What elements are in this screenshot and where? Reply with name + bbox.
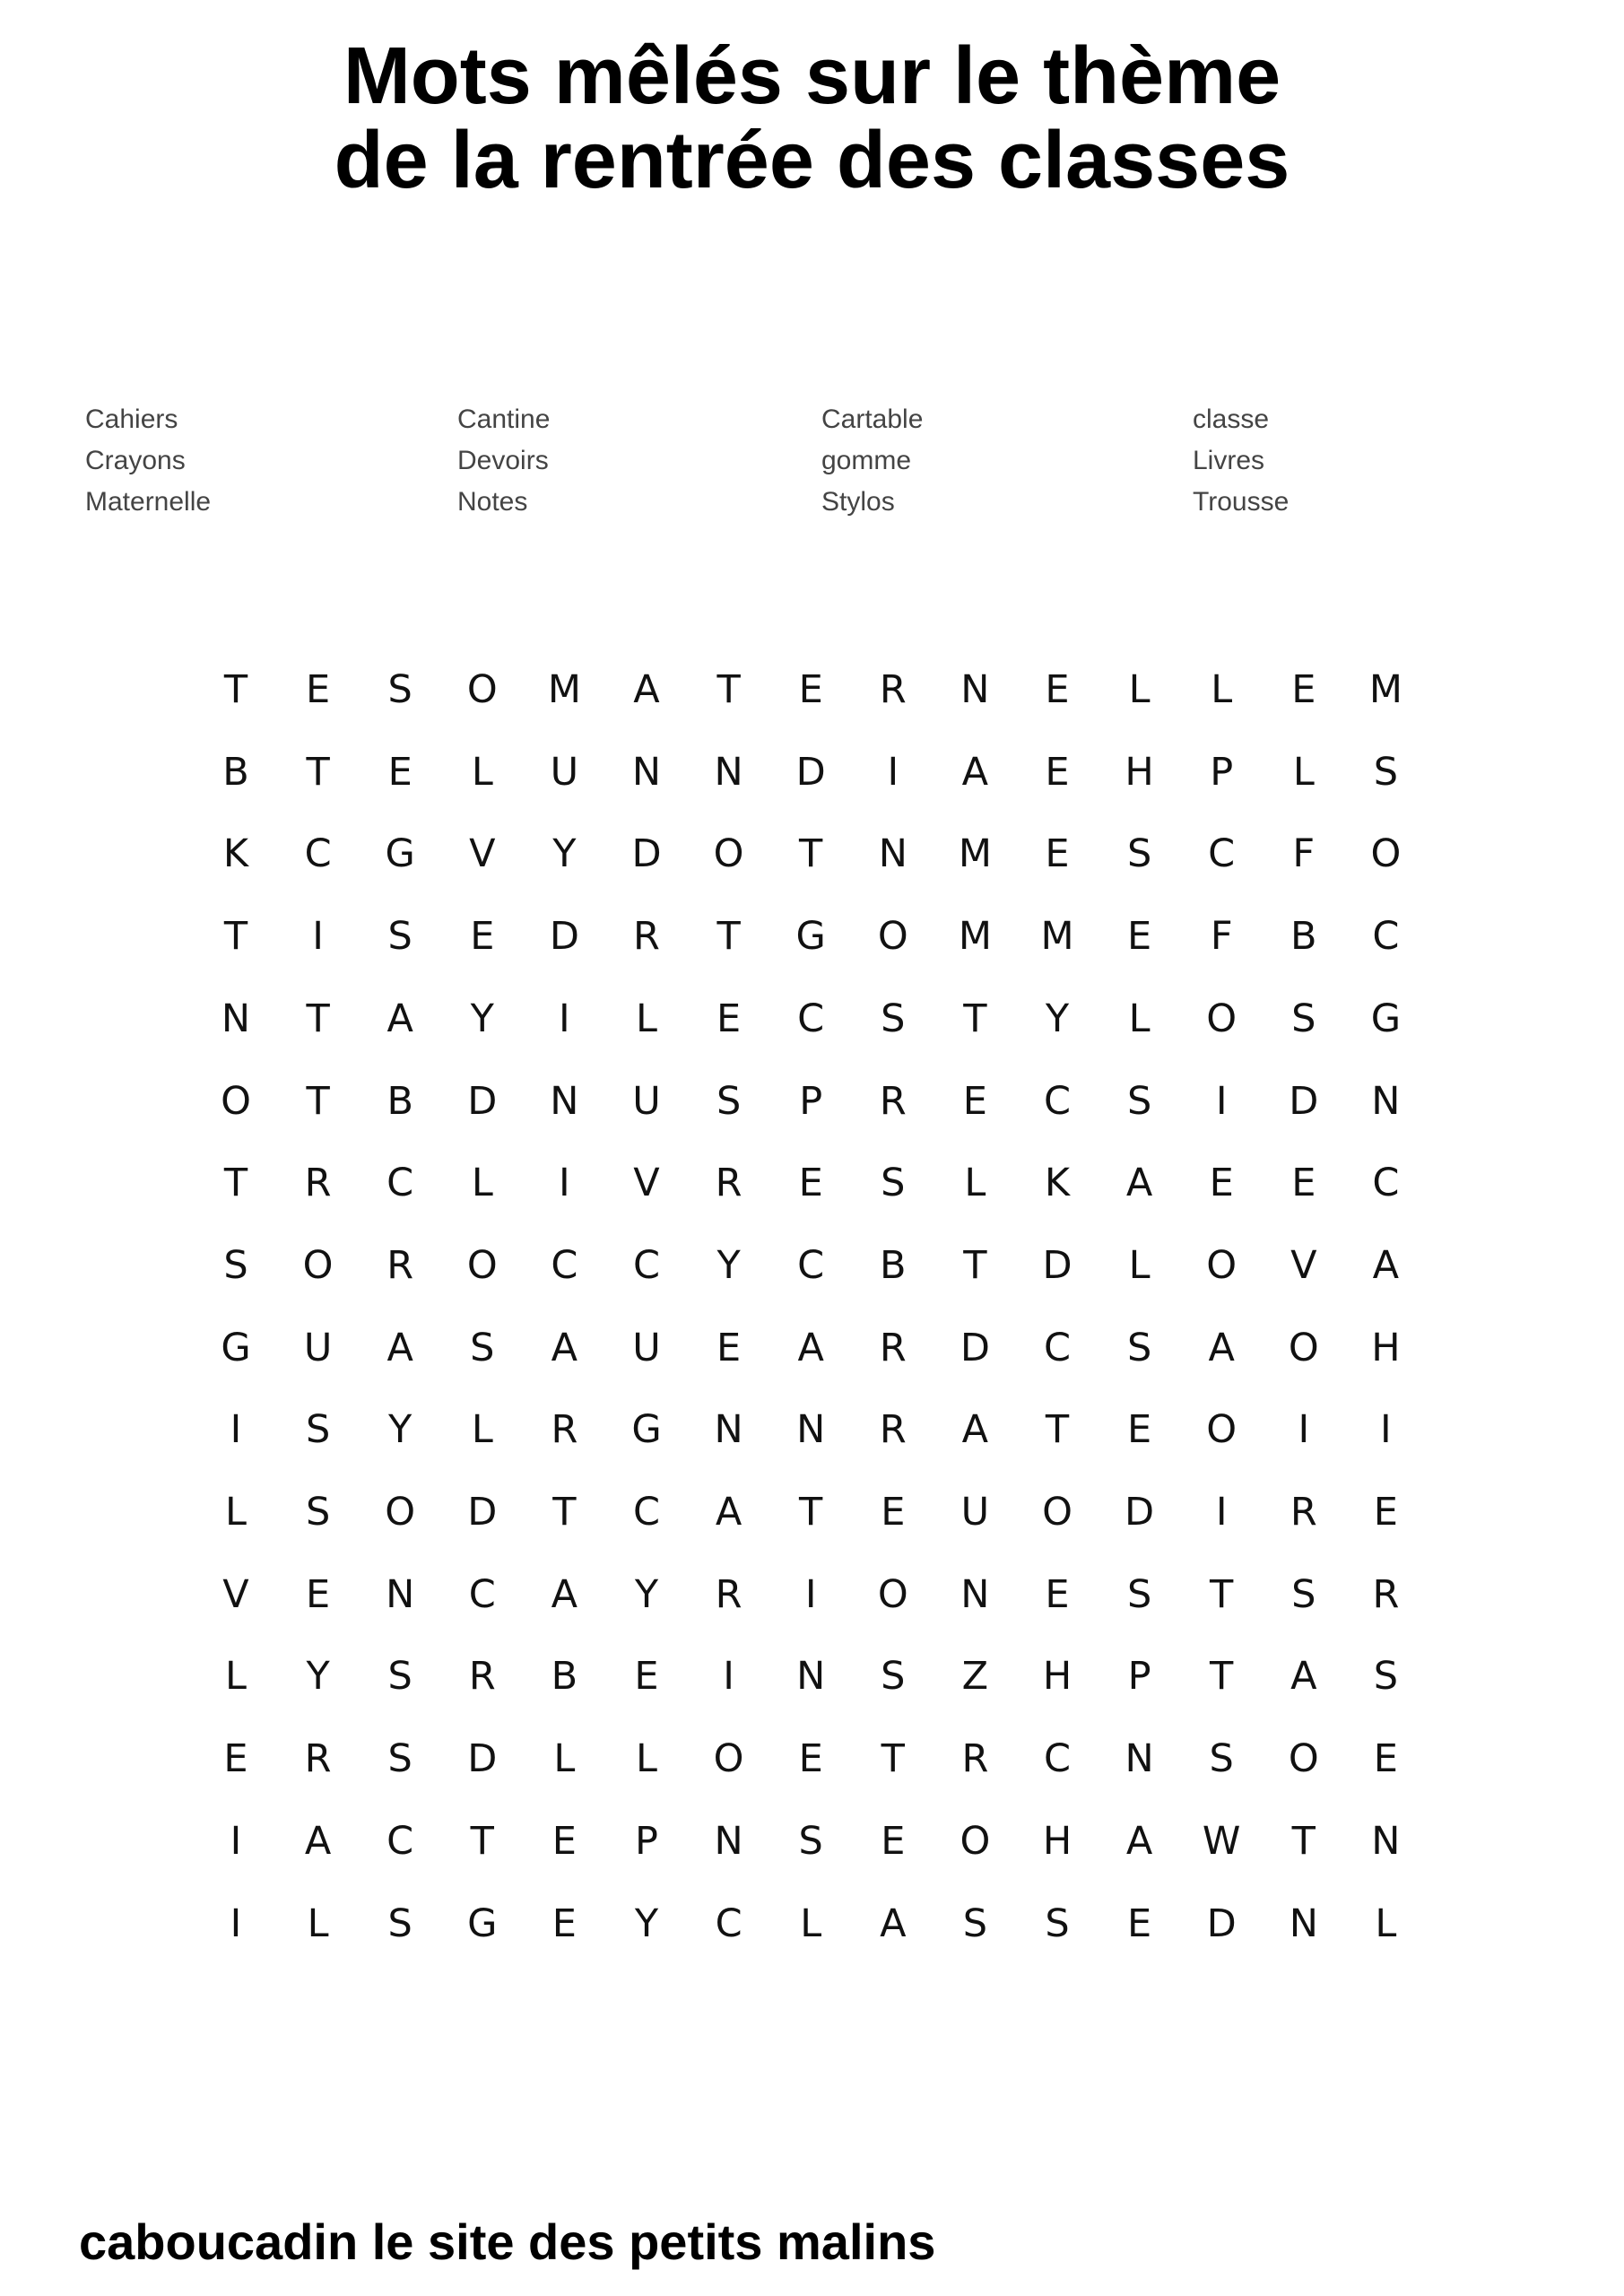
grid-letter[interactable]: E — [1127, 1407, 1152, 1453]
grid-letter[interactable]: S — [881, 1161, 906, 1206]
grid-letter[interactable]: T — [799, 1490, 823, 1535]
grid-row — [198, 648, 1436, 731]
grid-letter[interactable]: E — [634, 1654, 659, 1700]
grid-letter[interactable]: A — [551, 1571, 578, 1617]
grid-letter[interactable]: Z — [961, 1654, 989, 1700]
grid-letter[interactable]: D — [795, 749, 826, 795]
grid-letter[interactable]: U — [632, 1078, 661, 1124]
grid-letter[interactable]: S — [962, 1900, 988, 1946]
grid-letter[interactable]: F — [1210, 914, 1233, 960]
grid-letter[interactable]: E — [716, 1325, 742, 1370]
grid-row — [198, 813, 1436, 895]
grid-letter[interactable]: E — [551, 1818, 577, 1864]
grid-row — [198, 1718, 1436, 1800]
grid-letter[interactable]: L — [307, 1900, 329, 1946]
grid-letter[interactable]: D — [1042, 1242, 1073, 1288]
grid-letter[interactable]: S — [1126, 1571, 1152, 1617]
grid-letter[interactable]: E — [470, 914, 495, 960]
grid-letter[interactable]: O — [1206, 1242, 1238, 1288]
grid-letter[interactable]: E — [1127, 1900, 1152, 1946]
grid-letter[interactable]: T — [552, 1490, 577, 1535]
grid-letter[interactable]: S — [387, 667, 413, 712]
grid-letter[interactable]: E — [962, 1078, 987, 1124]
grid-letter[interactable]: T — [881, 1736, 905, 1782]
grid-row — [198, 1883, 1436, 1965]
grid-letter[interactable]: A — [386, 996, 413, 1041]
grid-letter[interactable]: E — [551, 1900, 577, 1946]
grid-letter[interactable]: C — [1043, 1325, 1072, 1370]
grid-letter[interactable]: D — [1289, 1078, 1319, 1124]
grid-letter[interactable]: S — [470, 1325, 495, 1370]
grid-letter[interactable]: N — [221, 996, 251, 1041]
grid-letter[interactable]: O — [1206, 996, 1238, 1041]
grid-letter[interactable]: R — [1290, 1490, 1317, 1535]
grid-letter[interactable]: A — [1125, 1818, 1153, 1864]
grid-letter[interactable]: T — [716, 914, 741, 960]
grid-letter[interactable]: S — [881, 996, 906, 1041]
grid-letter[interactable]: C — [1043, 1736, 1072, 1782]
grid-letter[interactable]: U — [632, 1325, 661, 1370]
grid-letter[interactable]: A — [1290, 1654, 1317, 1700]
grid-letter[interactable]: B — [222, 749, 249, 795]
grid-letter[interactable]: G — [795, 914, 826, 960]
grid-letter[interactable]: D — [1125, 1490, 1155, 1535]
grid-letter[interactable]: L — [1211, 667, 1233, 712]
grid-letter[interactable]: U — [960, 1490, 990, 1535]
grid-letter[interactable]: C — [1372, 914, 1400, 960]
grid-letter[interactable]: K — [222, 831, 249, 877]
grid-letter[interactable]: R — [633, 914, 660, 960]
grid-letter[interactable]: S — [1126, 1325, 1152, 1370]
grid-letter[interactable]: H — [1371, 1325, 1401, 1370]
grid-letter[interactable]: P — [1127, 1654, 1151, 1700]
grid-letter[interactable]: T — [306, 749, 330, 795]
grid-letter[interactable]: O — [713, 1736, 744, 1782]
grid-letter[interactable]: N — [1289, 1900, 1318, 1946]
grid-letter[interactable]: R — [386, 1242, 414, 1288]
grid-letter[interactable]: R — [715, 1571, 743, 1617]
grid-letter[interactable]: C — [1043, 1078, 1072, 1124]
grid-row — [198, 895, 1436, 978]
grid-letter[interactable]: N — [1371, 1078, 1401, 1124]
grid-letter[interactable]: O — [302, 1242, 334, 1288]
grid-letter[interactable]: S — [387, 1736, 413, 1782]
grid-letter[interactable]: O — [1206, 1407, 1238, 1453]
grid-letter[interactable]: L — [1292, 749, 1315, 795]
grid-letter[interactable]: C — [386, 1818, 414, 1864]
grid-letter[interactable]: N — [714, 1818, 743, 1864]
grid-letter[interactable]: S — [716, 1078, 742, 1124]
grid-letter[interactable]: M — [1040, 914, 1074, 960]
grid-letter[interactable]: C — [304, 831, 332, 877]
grid-letter[interactable]: L — [225, 1654, 247, 1700]
grid-letter[interactable]: O — [385, 1490, 416, 1535]
grid-letter[interactable]: G — [385, 831, 415, 877]
title-line-2: de la rentrée des classes — [334, 116, 1290, 205]
grid-letter[interactable]: R — [468, 1654, 496, 1700]
grid-letter[interactable]: V — [469, 831, 496, 877]
grid-letter[interactable]: T — [963, 1242, 987, 1288]
word-item: gomme — [821, 446, 912, 475]
grid-letter[interactable]: A — [715, 1490, 743, 1535]
grid-letter[interactable]: M — [958, 914, 992, 960]
grid-row — [198, 978, 1436, 1060]
grid-letter[interactable]: E — [881, 1818, 906, 1864]
grid-letter[interactable]: R — [715, 1161, 743, 1206]
grid-letter[interactable]: S — [387, 914, 413, 960]
word-item: Trousse — [1193, 487, 1290, 517]
grid-letter[interactable]: S — [305, 1407, 331, 1453]
grid-letter[interactable]: D — [467, 1078, 498, 1124]
grid-letter[interactable]: E — [1045, 667, 1070, 712]
grid-letter[interactable]: S — [1126, 1078, 1152, 1124]
grid-letter[interactable]: O — [221, 1078, 251, 1124]
grid-letter[interactable]: L — [636, 996, 657, 1041]
grid-letter[interactable]: A — [1208, 1325, 1235, 1370]
grid-letter[interactable]: E — [1209, 1161, 1234, 1206]
grid-letter[interactable]: N — [960, 1571, 990, 1617]
grid-letter[interactable]: W — [1202, 1818, 1241, 1864]
grid-letter[interactable]: L — [1375, 1900, 1397, 1946]
grid-letter[interactable]: T — [1291, 1818, 1316, 1864]
grid-letter[interactable]: T — [1210, 1571, 1234, 1617]
grid-letter[interactable]: I — [887, 749, 899, 795]
grid-letter[interactable]: I — [804, 1571, 817, 1617]
grid-letter[interactable]: O — [466, 667, 498, 712]
grid-letter[interactable]: Y — [388, 1407, 413, 1453]
grid-letter[interactable]: N — [1125, 1736, 1154, 1782]
page-title — [0, 31, 1624, 205]
word-item: classe — [1193, 404, 1270, 434]
grid-letter[interactable]: P — [1210, 749, 1234, 795]
grid-letter[interactable]: A — [1372, 1242, 1400, 1288]
grid-letter[interactable]: T — [306, 996, 330, 1041]
grid-letter[interactable]: A — [797, 1325, 824, 1370]
grid-letter[interactable]: R — [879, 1078, 907, 1124]
grid-letter[interactable]: Y — [470, 996, 494, 1041]
grid-letter[interactable]: R — [961, 1736, 989, 1782]
grid-letter[interactable]: T — [716, 667, 741, 712]
grid-row — [198, 1224, 1436, 1307]
grid-letter[interactable]: E — [716, 996, 742, 1041]
grid-letter[interactable]: G — [631, 1407, 662, 1453]
grid-letter[interactable]: T — [470, 1818, 494, 1864]
grid-letter[interactable]: E — [1291, 1161, 1316, 1206]
word-item: Cantine — [457, 404, 551, 434]
grid-letter[interactable]: V — [633, 1161, 660, 1206]
grid-letter[interactable]: O — [713, 831, 744, 877]
grid-letter[interactable]: D — [549, 914, 579, 960]
grid-letter[interactable]: S — [1126, 831, 1152, 877]
grid-letter[interactable]: S — [1373, 749, 1399, 795]
grid-letter[interactable]: R — [879, 667, 907, 712]
grid-letter[interactable]: T — [1210, 1654, 1234, 1700]
grid-letter[interactable]: V — [1290, 1242, 1317, 1288]
grid-letter[interactable]: Y — [1045, 996, 1070, 1041]
grid-letter[interactable]: E — [1045, 831, 1070, 877]
grid-letter[interactable]: S — [1373, 1654, 1399, 1700]
grid-letter[interactable]: A — [961, 1407, 989, 1453]
grid-letter[interactable]: A — [1125, 1161, 1153, 1206]
grid-letter[interactable]: L — [471, 749, 493, 795]
grid-letter[interactable]: P — [799, 1078, 823, 1124]
grid-letter[interactable]: S — [1045, 1900, 1070, 1946]
grid-letter[interactable]: Y — [306, 1654, 330, 1700]
grid-letter[interactable]: R — [304, 1161, 332, 1206]
grid-letter[interactable]: L — [1128, 667, 1151, 712]
grid-letter[interactable]: E — [1127, 914, 1152, 960]
grid-letter[interactable]: C — [797, 1242, 825, 1288]
grid-letter[interactable]: R — [304, 1736, 332, 1782]
grid-letter[interactable]: D — [467, 1736, 498, 1782]
grid-letter[interactable]: A — [304, 1818, 332, 1864]
grid-letter[interactable]: B — [551, 1654, 578, 1700]
grid-letter[interactable]: S — [305, 1490, 331, 1535]
word-list — [0, 399, 1624, 534]
word-item: Livres — [1193, 446, 1265, 475]
grid-row — [198, 1635, 1436, 1718]
word-item: Devoirs — [457, 446, 549, 475]
grid-letter[interactable]: R — [879, 1407, 907, 1453]
grid-letter[interactable]: A — [633, 667, 660, 712]
grid-letter[interactable]: C — [715, 1900, 743, 1946]
footer-credit: caboucadin le site des petits malins — [79, 2213, 936, 2270]
grid-letter[interactable]: D — [960, 1325, 990, 1370]
grid-letter[interactable]: S — [387, 1900, 413, 1946]
word-list-column-1 — [85, 399, 444, 523]
letter-grid — [198, 648, 1436, 1967]
grid-letter[interactable]: B — [1290, 914, 1317, 960]
grid-letter[interactable]: E — [798, 1736, 823, 1782]
grid-letter[interactable]: C — [1372, 1161, 1400, 1206]
grid-letter[interactable]: N — [631, 749, 662, 795]
grid-letter[interactable]: A — [961, 749, 989, 795]
grid-letter[interactable]: L — [964, 1161, 986, 1206]
grid-letter[interactable]: F — [1292, 831, 1316, 877]
grid-letter[interactable]: E — [1045, 749, 1070, 795]
grid-letter[interactable]: E — [223, 1736, 248, 1782]
grid-letter[interactable]: R — [879, 1325, 907, 1370]
grid-letter[interactable]: I — [1215, 1490, 1228, 1535]
grid-row — [198, 1142, 1436, 1224]
word-item: Cartable — [821, 404, 924, 434]
grid-letter[interactable]: C — [468, 1571, 496, 1617]
grid-letter[interactable]: I — [559, 1161, 570, 1206]
grid-letter[interactable]: P — [635, 1818, 658, 1864]
grid-letter[interactable]: O — [1370, 831, 1402, 877]
grid-letter[interactable]: O — [1288, 1736, 1319, 1782]
grid-letter[interactable]: G — [221, 1325, 251, 1370]
grid-letter[interactable]: C — [1208, 831, 1236, 877]
grid-letter[interactable]: L — [225, 1490, 247, 1535]
grid-letter[interactable]: A — [551, 1325, 578, 1370]
grid-letter[interactable]: U — [303, 1325, 333, 1370]
grid-letter[interactable]: S — [798, 1818, 823, 1864]
grid-letter[interactable]: T — [1045, 1407, 1070, 1453]
grid-letter[interactable]: L — [636, 1736, 657, 1782]
word-item: Maternelle — [85, 487, 212, 517]
word-item: Crayons — [85, 446, 186, 475]
grid-row — [198, 1060, 1436, 1143]
grid-letter[interactable]: N — [714, 749, 743, 795]
grid-row — [198, 1388, 1436, 1471]
grid-letter[interactable]: I — [230, 1407, 242, 1453]
grid-letter[interactable]: G — [467, 1900, 498, 1946]
grid-letter[interactable]: U — [550, 749, 579, 795]
grid-letter[interactable]: N — [386, 1571, 415, 1617]
grid-letter[interactable]: C — [632, 1490, 661, 1535]
grid-letter[interactable]: H — [1042, 1654, 1073, 1700]
grid-letter[interactable]: S — [1209, 1736, 1234, 1782]
grid-letter[interactable]: D — [1206, 1900, 1237, 1946]
grid-letter[interactable]: E — [881, 1490, 906, 1535]
grid-letter[interactable]: Y — [634, 1571, 659, 1617]
grid-letter[interactable]: E — [1373, 1736, 1398, 1782]
grid-letter[interactable]: E — [798, 667, 823, 712]
word-list-column-4 — [1193, 399, 1551, 523]
grid-letter[interactable]: T — [223, 914, 248, 960]
word-item: Notes — [457, 487, 528, 517]
grid-row — [198, 1553, 1436, 1636]
word-list-column-3 — [821, 399, 1180, 523]
grid-letter[interactable]: N — [714, 1407, 743, 1453]
grid-letter[interactable]: D — [631, 831, 662, 877]
grid-letter[interactable]: A — [386, 1325, 413, 1370]
grid-letter[interactable]: S — [1291, 1571, 1316, 1617]
grid-letter[interactable]: I — [559, 996, 570, 1041]
grid-letter[interactable]: I — [230, 1900, 242, 1946]
word-list-column-2 — [457, 399, 816, 523]
grid-letter[interactable]: O — [1288, 1325, 1319, 1370]
grid-letter[interactable]: T — [963, 996, 987, 1041]
grid-letter[interactable]: I — [1380, 1407, 1392, 1453]
grid-letter[interactable]: E — [306, 667, 331, 712]
grid-letter[interactable]: O — [877, 914, 908, 960]
grid-letter[interactable]: N — [960, 667, 990, 712]
title-line-1: Mots mêlés sur le thème — [343, 31, 1281, 121]
grid-letter[interactable]: N — [1371, 1818, 1401, 1864]
grid-letter[interactable]: E — [1045, 1571, 1070, 1617]
grid-letter[interactable]: T — [223, 667, 248, 712]
grid-letter[interactable]: E — [1291, 667, 1316, 712]
grid-letter[interactable]: T — [799, 831, 823, 877]
grid-letter[interactable]: C — [551, 1242, 578, 1288]
grid-letter[interactable]: G — [1370, 996, 1402, 1041]
grid-row — [198, 1307, 1436, 1389]
grid-letter[interactable]: S — [223, 1242, 248, 1288]
grid-letter[interactable]: N — [550, 1078, 579, 1124]
grid-letter[interactable]: S — [881, 1654, 906, 1700]
grid-letter[interactable]: B — [880, 1242, 907, 1288]
grid-letter[interactable]: O — [960, 1818, 991, 1864]
grid-letter[interactable]: O — [466, 1242, 498, 1288]
grid-letter[interactable]: A — [880, 1900, 907, 1946]
grid-letter[interactable]: V — [222, 1571, 249, 1617]
grid-letter[interactable]: Y — [716, 1242, 741, 1288]
grid-letter[interactable]: C — [797, 996, 825, 1041]
grid-letter[interactable]: E — [798, 1161, 823, 1206]
grid-letter[interactable]: R — [1372, 1571, 1400, 1617]
grid-letter[interactable]: L — [471, 1407, 493, 1453]
grid-row — [198, 731, 1436, 813]
grid-letter[interactable]: S — [1291, 996, 1316, 1041]
grid-letter[interactable]: E — [387, 749, 413, 795]
grid-letter[interactable]: C — [386, 1161, 414, 1206]
grid-letter[interactable]: Y — [634, 1900, 659, 1946]
grid-letter[interactable]: I — [230, 1818, 242, 1864]
grid-letter[interactable]: H — [1125, 749, 1154, 795]
grid-row — [198, 1471, 1436, 1553]
grid-letter[interactable]: N — [796, 1407, 826, 1453]
grid-letter[interactable]: I — [1215, 1078, 1228, 1124]
grid-letter[interactable]: O — [1042, 1490, 1073, 1535]
word-item: Stylos — [821, 487, 895, 517]
grid-letter[interactable]: M — [958, 831, 992, 877]
grid-letter[interactable]: O — [877, 1571, 908, 1617]
grid-letter[interactable]: M — [1368, 667, 1403, 712]
grid-letter[interactable]: K — [1044, 1161, 1071, 1206]
grid-letter[interactable]: S — [387, 1654, 413, 1700]
grid-letter[interactable]: L — [1128, 996, 1151, 1041]
grid-row — [198, 1800, 1436, 1883]
grid-letter[interactable]: I — [1298, 1407, 1310, 1453]
grid-letter[interactable]: H — [1042, 1818, 1073, 1864]
grid-letter[interactable]: L — [800, 1900, 822, 1946]
grid-letter[interactable]: C — [632, 1242, 661, 1288]
grid-letter[interactable]: Y — [552, 831, 577, 877]
grid-letter[interactable]: T — [306, 1078, 330, 1124]
grid-letter[interactable]: I — [723, 1654, 734, 1700]
grid-letter[interactable]: N — [878, 831, 908, 877]
grid-letter[interactable]: E — [306, 1571, 331, 1617]
grid-letter[interactable]: T — [223, 1161, 248, 1206]
grid-letter[interactable]: L — [553, 1736, 576, 1782]
grid-letter[interactable]: E — [1373, 1490, 1398, 1535]
grid-letter[interactable]: B — [386, 1078, 413, 1124]
grid-letter[interactable]: L — [471, 1161, 493, 1206]
grid-letter[interactable]: L — [1128, 1242, 1151, 1288]
grid-letter[interactable]: R — [551, 1407, 578, 1453]
word-item: Cahiers — [85, 404, 178, 434]
grid-letter[interactable]: N — [796, 1654, 826, 1700]
grid-letter[interactable]: D — [467, 1490, 498, 1535]
grid-letter[interactable]: M — [547, 667, 581, 712]
grid-letter[interactable]: I — [312, 914, 324, 960]
